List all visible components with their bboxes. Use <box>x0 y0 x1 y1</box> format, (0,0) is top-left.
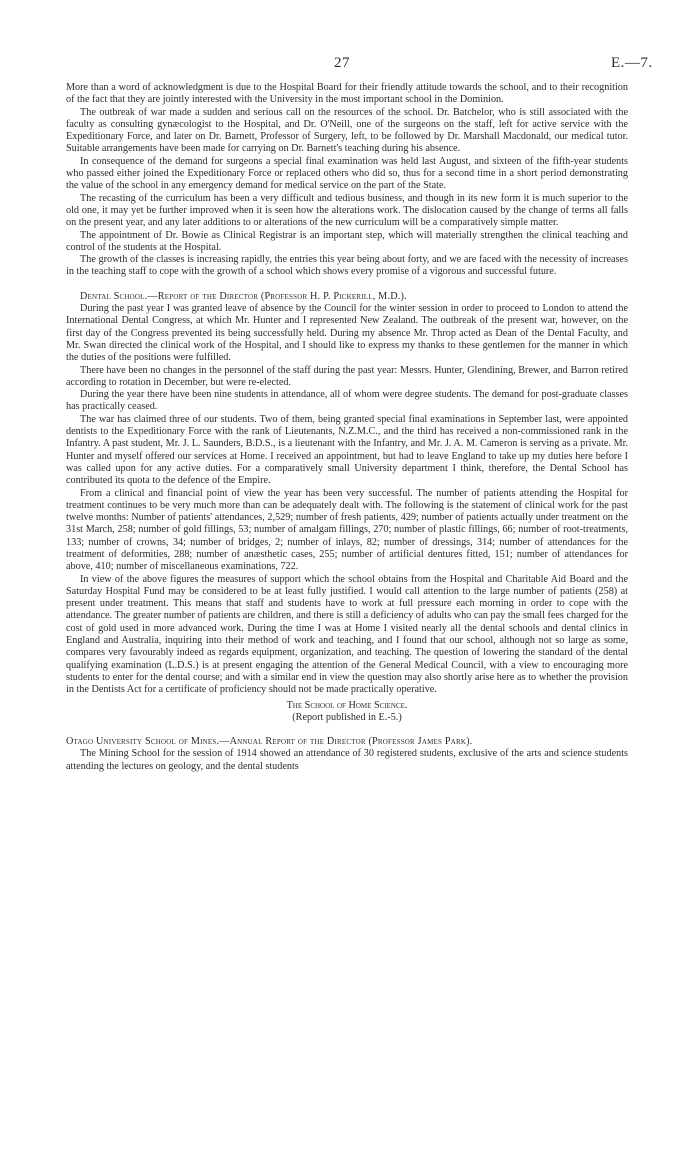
paragraph: The growth of the classes is increasing rapidly, the entries this year being about forty, and we are faced with the necessity of increases in the teaching staff to cope with the growth of a school which shows every promise of a vigorous and successful future. <box>66 254 628 278</box>
medical-school-section <box>66 82 628 279</box>
paragraph: During the year there have been nine students in attendance, all of whom were degree students. The demand for post-graduate classes has practically ceased. <box>66 389 628 413</box>
section-heading: The School of Home Science. <box>286 699 408 711</box>
section-heading: Otago University School of Mines.—Annual Report of the Director (Professor James Park). <box>66 736 473 748</box>
dental-school-section <box>66 291 628 697</box>
paragraph: During the past year I was granted leave of absence by the Council for the winter session in order to proceed to London to attend the International Dental Congress, at which Mr. Hunter and I represented New Zealand. The outbreak of the present war, however, on the first day of the Congress prevented its being successfully held. During my absence Mr. Throp acted as Dean of the Dental Faculty, and Mr. Swan directed the clinical work of the Hospital, and I should like to express my thanks to these gentlemen for the manner in which the duties of the positions were fulfilled. <box>66 303 628 364</box>
paragraph: The war has claimed three of our students. Two of them, being granted special final examinations in September last, were appointed dentists to the Expeditionary Force with the rank of Lieutenants, N.Z.M.C., and the third has received a non-commissioned rank in the Infantry. A past student, Mr. J. L. Saunders, B.D.S., is a lieutenant with the Infantry, and Mr. J. A. M. Cameron is serving as a private. Mr. Hunter and myself offered our services at Home. I received an appointment, but had to leave England to take up my duties here before I was called upon for any active duties. For a comparatively small University department I think, therefore, the Dental School has contributed its quota to the defence of the Empire. <box>66 413 628 487</box>
report-body <box>66 82 628 773</box>
paragraph: There have been no changes in the personnel of the staff during the past year: Messrs. Hunter, Glendining, Brewer, and Barron retired according to rotation in December, but were re-elected. <box>66 364 628 388</box>
paragraph: The Mining School for the session of 1914 showed an attendance of 30 registered students, exclusive of the arts and science students attending the lectures on geology, and the dental students <box>66 748 628 772</box>
document-reference: E.—7. <box>611 55 653 71</box>
paragraph: In consequence of the demand for surgeons a special final examination was held last August, and sixteen of the fifth-year students who passed either joined the Expeditionary Force or replaced others who did so, thus for a second time in a short period demonstrating the value of the school in any emergency demand for medical service on the part of the State. <box>66 155 628 192</box>
section-heading: Dental School.—Report of the Director (Professor H. P. Pickerill, M.D.). <box>80 290 407 302</box>
paragraph: More than a word of acknowledgment is due to the Hospital Board for their friendly attitude towards the school, and to their recognition of the fact that they are jointly interested with the University in the most important school in the Dominion. <box>66 82 628 106</box>
page-number: 27 <box>334 55 350 71</box>
paragraph: The outbreak of war made a sudden and serious call on the resources of the school. Dr. Batchelor, who is still associated with the faculty as consulting gynæcologist to the Hospital, and Dr. O'Neill, one of the surgeons on the staff, left for active service with the Expeditionary Force, and later on Dr. Barnett, Professor of Surgery, left, to be followed by Dr. Marshall Macdonald, our medical tutor. Suitable arrangements have been made for carrying on Dr. Barnett's teaching during his absence. <box>66 106 628 155</box>
paragraph: The recasting of the curriculum has been a very difficult and tedious business, and though in its new form it is much superior to the old one, it may yet be further improved when it is seen how the alterations work. The dislocation caused by the change of terms all falls on the present year, and any later additions to or alterations of the new curriculum will be a comparatively simple matter. <box>66 192 628 229</box>
paragraph: The appointment of Dr. Bowie as Clinical Registrar is an important step, which will materially strengthen the clinical teaching and control of the students at the Hospital. <box>66 229 628 253</box>
mines-school-section <box>66 736 628 773</box>
paragraph: In view of the above figures the measures of support which the school obtains from the Hospital and Charitable Aid Board and the Saturday Hospital Fund may be considered to be at least fully justified. I would call attention to the large number of patients (258) at present under treatment. This means that staff and students have to work at full pressure each morning in order to cope with the attendance. The greater number of patients are children, and there is still a deficiency of adults who can pay the small fees charged for the cost of gold used in more advanced work. During the time I was at Home I visited nearly all the dental schools and dental clinics in England and Australia, inquiring into their method of work and teaching, and I found that our school, although not so large as some, compares very favourably indeed as regards equipment, organization, and teaching. The question of lowering the standard of the dental qualifying examination (L.D.S.) is at present engaging the attention of the General Medical Council, with a view to encouraging more students to enter for the dental course; and with a similar end in view the question may also shortly arise here as to whether the provision in the Dentists Act for a certificate of proficiency should not be made practically operative. <box>66 573 628 696</box>
paragraph: From a clinical and financial point of view the year has been very successful. The number of patients attending the Hospital for treatment continues to be very much more than can be adequately dealt with. The following is the statement of clinical work for the past twelve months: Number of patients' attendances, 2,529; number of fresh patients, 429; number of patients actually under treatment on the 31st March, 258; number of gold fillings, 53; number of amalgam fillings, 270; number of plastic fillings, 66; number of root-treatments, 133; number of crowns, 34; number of bridges, 2; number of inlays, 82; number of dressings, 314; number of attendances for the treatment of deformities, 288; number of anæsthetic cases, 255; number of artificial dentures fitted, 151; number of attendances for above, 410; number of miscellaneous examinations, 722. <box>66 487 628 573</box>
home-science-section <box>66 700 628 725</box>
report-note: (Report published in E.-5.) <box>292 711 402 723</box>
